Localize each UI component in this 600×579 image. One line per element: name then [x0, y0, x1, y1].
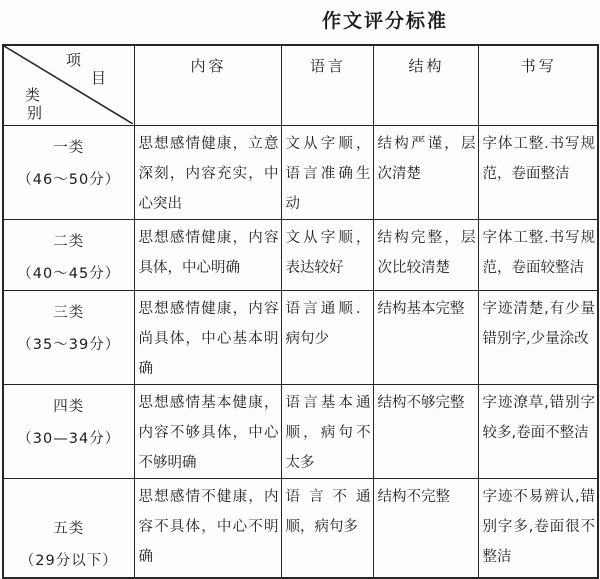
- content-cell: 思想感情健康，内容具体，中心明确: [134, 219, 281, 290]
- structure-cell: 结构不够完整: [373, 384, 478, 478]
- table-row: [3, 290, 598, 384]
- writing-cell: 字体工整.书写规范，卷面较整洁: [478, 219, 598, 290]
- corner-cell: [3, 45, 134, 125]
- corner-label-project-char2: 目: [91, 69, 107, 87]
- structure-cell: 结构基本完整: [373, 290, 478, 384]
- category-label: 三类: [53, 304, 85, 321]
- column-header-writing: 书写: [478, 45, 598, 125]
- language-cell: 文从字顺，语言准确生动: [281, 125, 373, 219]
- language-cell: 文从字顺，表达较好: [281, 219, 373, 290]
- writing-cell: 字迹清楚,有少量错别字,少量涂改: [478, 290, 598, 384]
- language-cell: 语言通顺．病句少: [281, 290, 373, 384]
- structure-cell: 结构不完整: [373, 478, 478, 578]
- language-cell: 语言不通顺，病句多: [281, 478, 373, 578]
- column-header-content: 内容: [134, 45, 281, 125]
- content-cell: 思想感情基本健康，内容不够具体，中心不够明确: [134, 384, 281, 478]
- table-row: [3, 478, 598, 578]
- corner-label-category-char2: 别: [27, 104, 43, 122]
- page-title: 作文评分标准: [321, 10, 448, 32]
- score-label: （46～50分）: [17, 171, 121, 188]
- score-label: （29分以下）: [19, 552, 118, 569]
- corner-label-category-char1: 类: [25, 86, 41, 104]
- category-cell: [3, 384, 134, 478]
- table-row: [3, 384, 598, 478]
- structure-cell: 结构完整，层次比较清楚: [373, 219, 478, 290]
- writing-cell: 字迹不易辨认,错别字多,卷面很不整洁: [478, 478, 598, 578]
- corner-label-project-char1: 项: [66, 51, 82, 69]
- table-row: [3, 219, 598, 290]
- column-header-structure: 结构: [373, 45, 478, 125]
- category-cell: [3, 478, 134, 578]
- scoring-table: [2, 44, 599, 579]
- category-label: 二类: [53, 233, 85, 250]
- score-label: （40～45分）: [17, 265, 121, 282]
- category-label: 五类: [53, 520, 85, 537]
- content-cell: 思想感情健康，内容尚具体，中心基本明确: [134, 290, 281, 384]
- score-label: （30—34分）: [17, 430, 121, 447]
- category-label: 一类: [53, 139, 85, 156]
- writing-cell: 字迹潦草,错别字较多,卷面不整洁: [478, 384, 598, 478]
- content-cell: 思想感情不健康，内容不具体，中心不明确: [134, 478, 281, 578]
- structure-cell: 结构严谨，层次清楚: [373, 125, 478, 219]
- category-cell: [3, 219, 134, 290]
- category-label: 四类: [53, 398, 85, 415]
- score-label: （35～39分）: [17, 336, 121, 353]
- category-cell: [3, 125, 134, 219]
- table-row: [3, 125, 598, 219]
- content-cell: 思想感情健康，立意深刻，内容充实，中心突出: [134, 125, 281, 219]
- language-cell: 语言基本通顺，病句不太多: [281, 384, 373, 478]
- column-header-language: 语言: [281, 45, 373, 125]
- category-cell: [3, 290, 134, 384]
- writing-cell: 字体工整.书写规范，卷面整洁: [478, 125, 598, 219]
- header-row: [3, 45, 598, 125]
